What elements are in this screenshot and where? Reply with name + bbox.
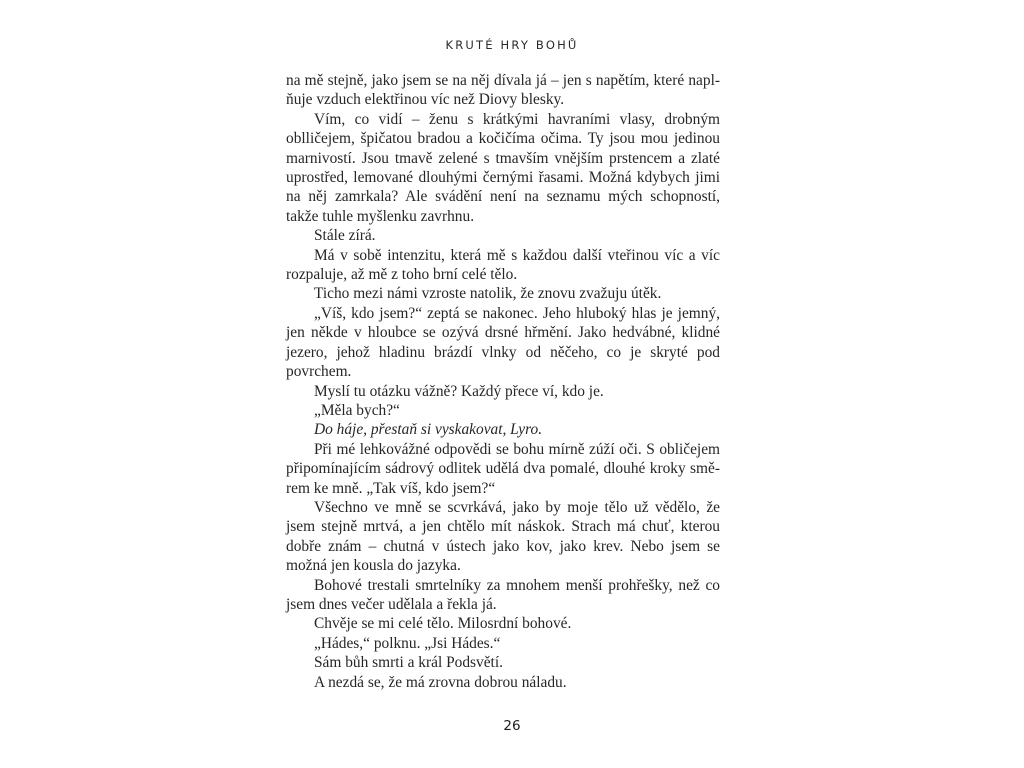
- paragraph: Sám bůh smrti a král Podsvětí.: [314, 654, 503, 672]
- paragraph: „Měla bych?“: [314, 401, 400, 419]
- paragraph: Bohové trestali smrtelníky za mnohem menší prohřešky, než co jsem dnes večer udělala a řekla já.: [286, 576, 720, 613]
- paragraph-italic: Do háje, přestaň si vyskakovat, Lyro.: [314, 421, 543, 439]
- paragraph: A nezdá se, že má zrovna dobrou náladu.: [314, 673, 567, 691]
- paragraph: „Víš, kdo jsem?“ zeptá se nakonec. Jeho hluboký hlas je jemný, jen někde v hloubce se ozývá drsné hřmění. Jako hedvábné, klidné jezero, jehož hladinu brázdí vlnky od něčeho, co je skryté pod povrchem.: [286, 304, 720, 381]
- paragraph: Vím, co vidí – ženu s krátkými havraními vlasy, drobným oblličejem, špičatou bradou a kočičíma očima. Ty jsou mou jedinou marnivostí. Jsou tmavě zelené s tmavším vnějším prstencem a zlaté uprostřed, lemované dlouhými černými řasami. Možná kdybych jimi na něj zamrkala? Ale svádění není na seznamu mých schopností, takže tuhle myšlenku zavrhnu.: [286, 110, 720, 225]
- paragraph: Chvěje se mi celé tělo. Milosrdní bohové.: [314, 615, 572, 633]
- paragraph: Myslí tu otázku vážně? Každý přece ví, kdo je.: [314, 382, 604, 400]
- paragraph: Stále zírá.: [314, 227, 376, 245]
- paragraph: Při mé lehkovážné odpovědi se bohu mírně zúží oči. S obličejem připomínajícím sádrový odlitek udělá dva pomalé, dlouhé kroky směrem ke mně. „Tak víš, kdo jsem?“: [286, 440, 720, 497]
- body-text: [286, 71, 720, 692]
- running-title: KRUTÉ HRY BOHŮ: [445, 38, 579, 52]
- paragraph: na mě stejně, jako jsem se na něj dívala já – jen s napětím, které naplňuje vzduch elektřinou víc než Diovy blesky.: [286, 72, 720, 109]
- paragraph: „Hádes,“ polknu. „Jsi Hádes.“: [314, 634, 501, 652]
- page-number: 26: [503, 718, 521, 734]
- paragraph: Má v sobě intenzitu, která mě s každou další vteřinou víc a víc rozpaluje, až mě z toho brní celé tělo.: [286, 246, 720, 284]
- paragraph: Ticho mezi námi vzroste natolik, že znovu zvažuju útěk.: [314, 285, 662, 303]
- paragraph: Všechno ve mně se scvrkává, jako by moje tělo už vědělo, že jsem stejně mrtvá, a jen chtělo mít náskok. Strach má chuť, kterou dobře znám – chutná v ústech jako kov, jako krev. Nebo jsem se možná jen kousla do jazyka.: [286, 498, 720, 575]
